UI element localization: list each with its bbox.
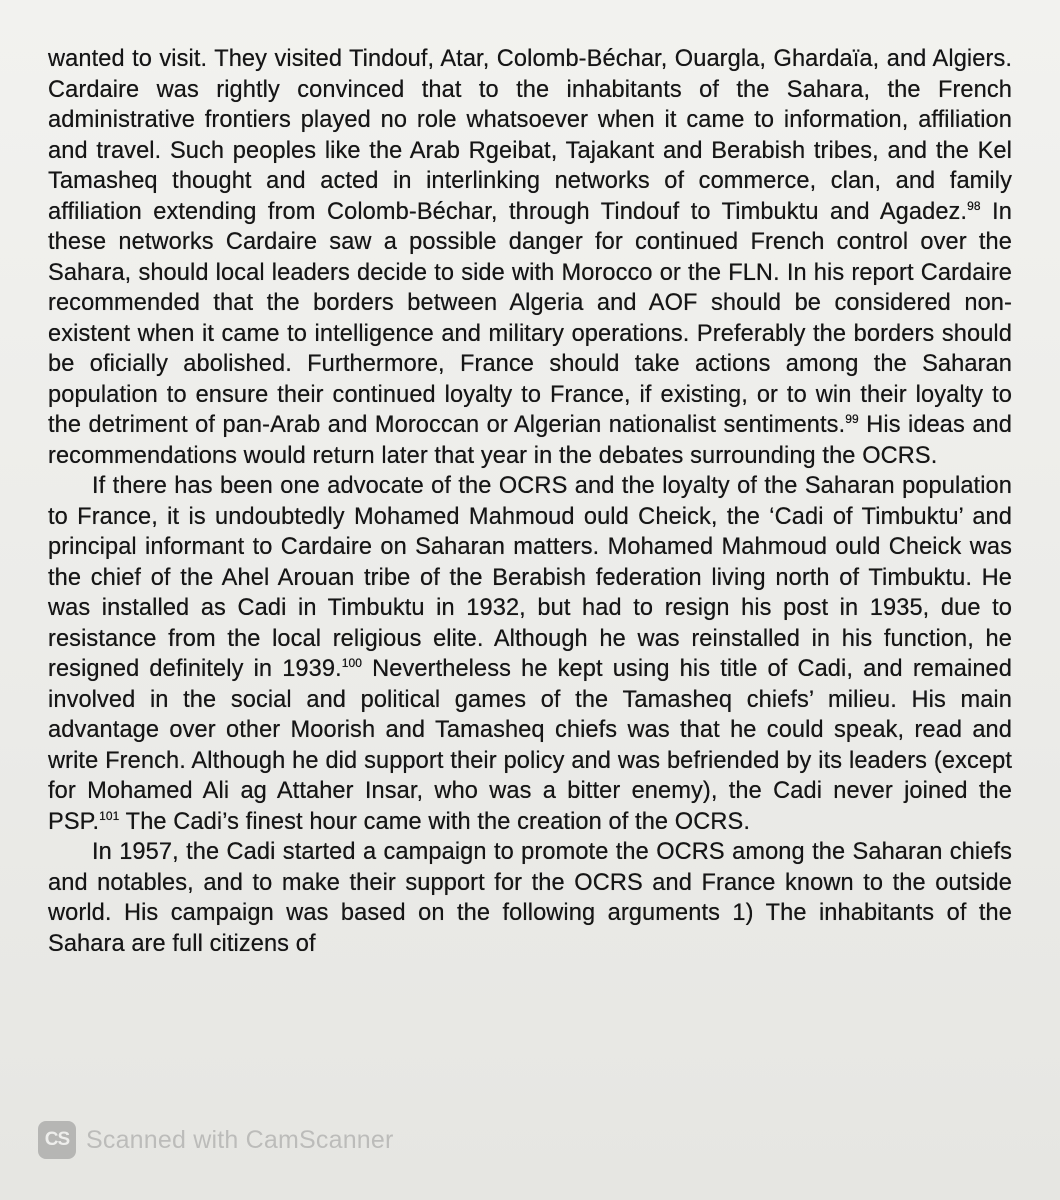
paragraph-2 <box>48 471 1012 837</box>
footnote-ref-100: 100 <box>341 656 363 670</box>
paragraph-3-text-1: In 1957, the Cadi started a campaign to promote the OCRS among the Saharan chiefs and notables, and to make their support for the OCRS and France known to the outside world. His campaign was based on the following arguments 1) The inhabitants of the Sahara are full citizens of <box>48 839 1012 957</box>
watermark-text: Scanned with CamScanner <box>86 1125 394 1154</box>
paragraph-2-text-2: Nevertheless he kept using his title of Cadi, and remained involved in the social and political games of the Tamasheq chiefs’ milieu. His main advantage over other Moorish and Tamasheq chiefs was that he could speak, read and write French. Although he did support their policy and was befriended by its leaders (except for Mohamed Ali ag Attaher Insar, who was a bitter enemy), the Cadi never joined the PSP. <box>48 656 1012 835</box>
camscanner-logo-icon: CS <box>38 1121 76 1159</box>
footnote-ref-98: 98 <box>967 198 981 213</box>
camscanner-watermark <box>38 1118 394 1162</box>
footnote-ref-99: 99 <box>845 412 859 426</box>
paragraph-1-text-1: wanted to visit. They visited Tindouf, Atar, Colomb-Béchar, Ouargla, Ghardaïa, and Algiers. Cardaire was rightly convinced that to the inhabitants of the Sahara, the French administrative frontiers played no role whatsoever when it came to information, affiliation and travel. Such peoples like the Arab Rgeibat, Tajakant and Berabish tribes, and the Kel Tamasheq thought and acted in interlinking networks of commerce, clan, and family affiliation extending from Colomb-Béchar, through Tindouf to Timbuktu and Agadez. <box>48 46 1012 225</box>
body-text <box>48 44 1012 959</box>
paragraph-3 <box>48 837 1012 959</box>
paragraph-1-text-2: In these networks Cardaire saw a possible danger for continued French control over the Sahara, should local leaders decide to side with Morocco or the FLN. In his report Cardaire recommended that the borders between Algeria and AOF should be considered non-existent when it came to intelligence and military operations. Preferably the borders should be oficially abolished. Furthermore, France should take actions among the Saharan population to ensure their continued loyalty to France, if existing, or to win their loyalty to the detriment of pan-Arab and Moroccan or Algerian nationalist sentiments. <box>48 198 1012 438</box>
footnote-ref-101: 101 <box>99 808 120 823</box>
paragraph-2-text-3: The Cadi’s finest hour came with the creation of the OCRS. <box>119 808 751 835</box>
paragraph-1-text-3: His ideas and recommendations would return later that year in the debates surrounding the OCRS. <box>48 412 1012 469</box>
paragraph-1 <box>48 44 1012 471</box>
paragraph-2-text-1: If there has been one advocate of the OCRS and the loyalty of the Saharan population to France, it is undoubtedly Mohamed Mahmoud ould Cheick, the ‘Cadi of Timbuktu’ and principal informant to Cardaire on Saharan matters. Mohamed Mahmoud ould Cheick was the chief of the Ahel Arouan tribe of the Berabish federation living north of Timbuktu. He was installed as Cadi in Timbuktu in 1932, but had to resign his post in 1935, due to resistance from the local religious elite. Although he was reinstalled in his function, he resigned definitely in 1939. <box>48 473 1012 682</box>
